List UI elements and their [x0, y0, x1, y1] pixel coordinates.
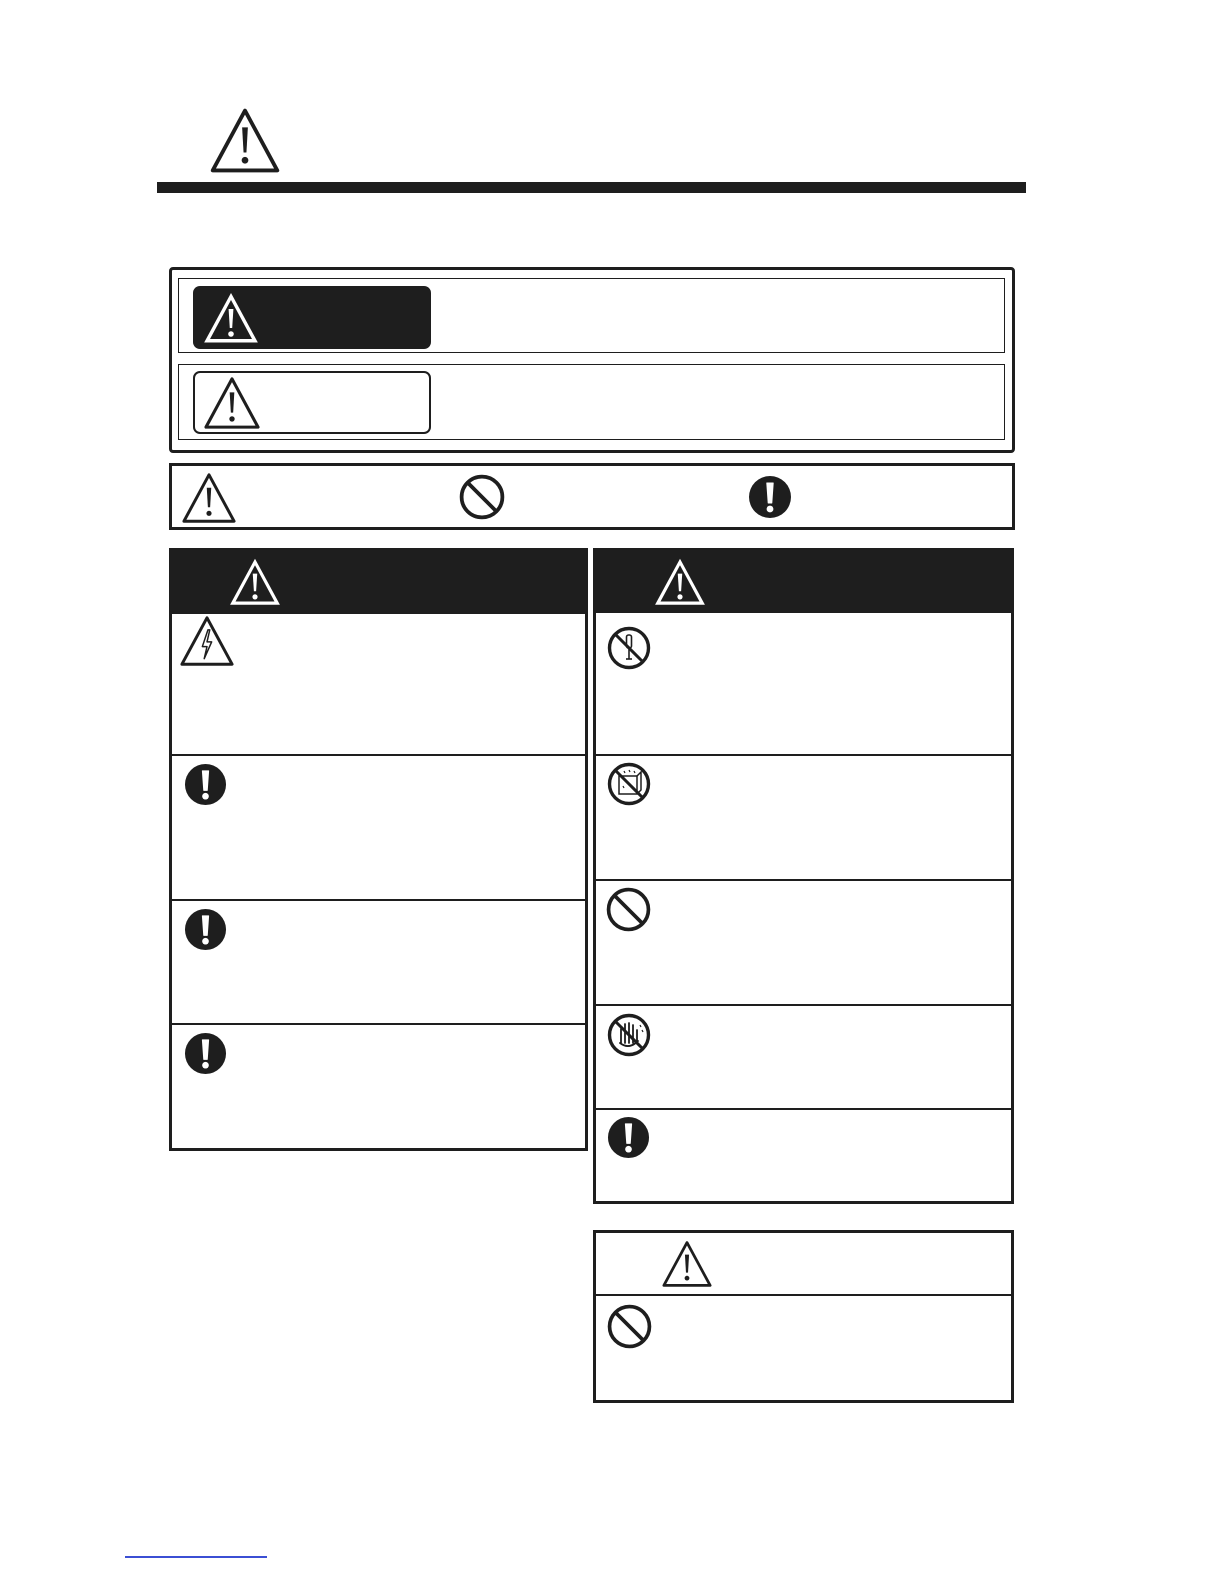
- mandatory-action-icon: [607, 1116, 650, 1159]
- prohibition-icon: [459, 474, 505, 520]
- caution-header-rule: [596, 1294, 1011, 1296]
- prohibition-icon: [606, 887, 651, 932]
- symbol-legend-strip: [169, 463, 1015, 530]
- warning-panel-right: [593, 548, 1014, 1204]
- prohibition-icon: [607, 1304, 652, 1349]
- mandatory-action-icon: [184, 908, 227, 951]
- item-divider: [596, 754, 1011, 756]
- footer-link-rule: [125, 1556, 267, 1558]
- electric-shock-icon: [179, 615, 235, 667]
- caution-triangle-icon: [203, 376, 261, 430]
- mandatory-action-icon: [184, 763, 227, 806]
- mandatory-action-icon: [748, 475, 792, 519]
- caution-panel: [593, 1230, 1014, 1403]
- item-divider: [172, 899, 585, 901]
- item-divider: [596, 879, 1011, 881]
- no-water-icon: [607, 762, 651, 806]
- header-rule: [157, 182, 1026, 193]
- no-wet-hands-icon: [607, 1013, 651, 1057]
- item-divider: [596, 1004, 1011, 1006]
- no-disassembly-icon: [607, 626, 651, 670]
- warning-triangle-icon: [180, 472, 238, 524]
- item-divider: [596, 1108, 1011, 1110]
- item-divider: [172, 754, 585, 756]
- item-divider: [172, 1023, 585, 1025]
- caution-triangle-icon: [660, 1240, 714, 1288]
- warning-triangle-icon: [226, 556, 284, 608]
- mandatory-action-icon: [184, 1032, 227, 1075]
- page-title-icon: [209, 107, 281, 174]
- warning-triangle-icon: [201, 290, 261, 346]
- warning-triangle-icon: [651, 556, 709, 608]
